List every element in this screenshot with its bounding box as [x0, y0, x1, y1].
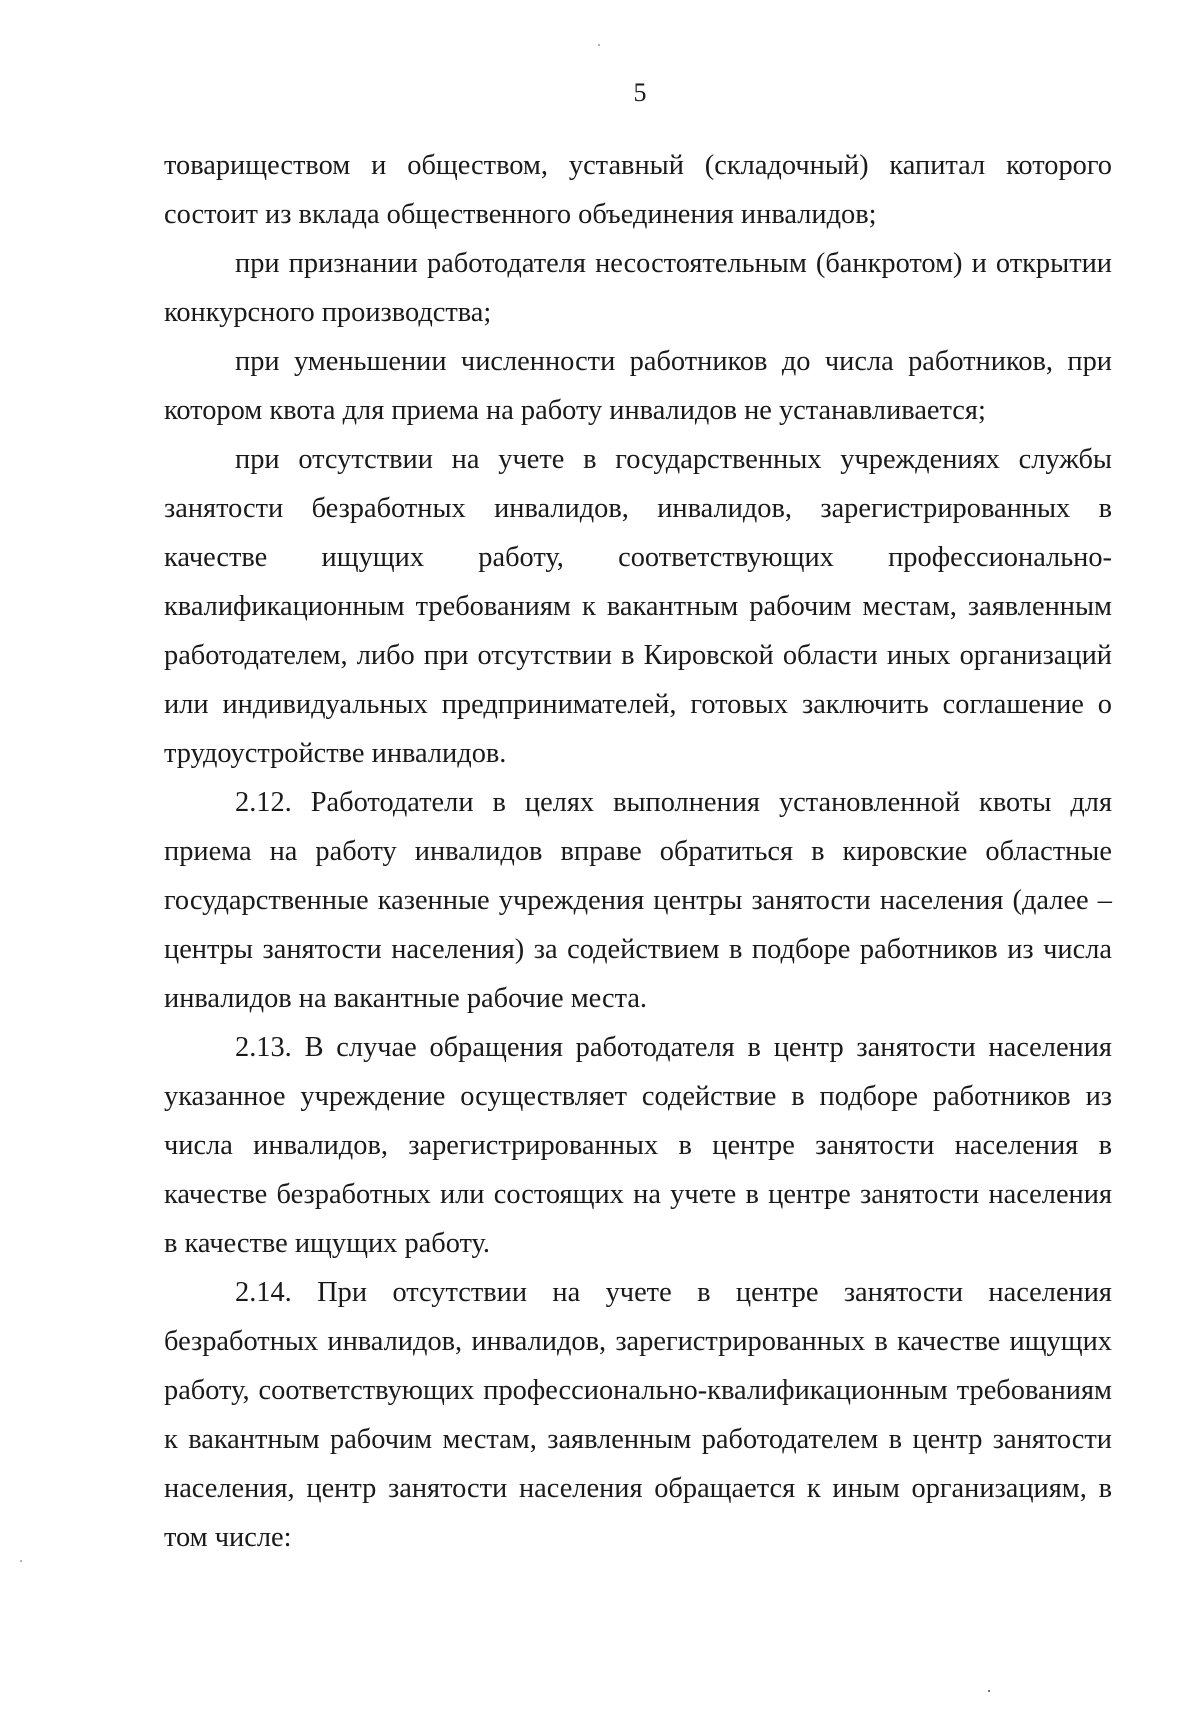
scan-speck: [20, 1560, 22, 1562]
document-body: [164, 141, 1112, 1562]
paragraph-no-registered: при отсутствии на учете в государственных учреждениях службы занятости безработных инвалидов, инвалидов, зарегистрированных в качестве ищущих работу, соответствующих профессионально-квалификационным требованиям к вакантным рабочим местам, заявленным работодателем, либо при отсутствии в Кировской области иных организаций или индивидуальных предпринимателей, готовых заключить соглашение о трудоустройстве инвалидов.: [164, 444, 1112, 769]
paragraph-2-14: 2.14. При отсутствии на учете в центре занятости населения безработных инвалидов, инвалидов, зарегистрированных в качестве ищущих работу, соответствующих профессионально-квалификационным требованиям к вакантным рабочим местам, заявленным работодателем в центр занятости населения, центр занятости населения обращается к иным организациям, в том числе:: [164, 1277, 1112, 1553]
paragraph-2-12: 2.12. Работодатели в целях выполнения установленной квоты для приема на работу инвалидов вправе обратиться в кировские областные государственные казенные учреждения центры занятости населения (далее – центры занятости населения) за содействием в подборе работников из числа инвалидов на вакантные рабочие места.: [164, 787, 1112, 1014]
scan-speck: [988, 1690, 990, 1692]
paragraph-headcount: при уменьшении численности работников до числа работников, при котором квота для приема на работу инвалидов не устанавливается;: [164, 346, 1112, 426]
paragraph-bankruptcy: при признании работодателя несостоятельным (банкротом) и открытии конкурсного производства;: [164, 248, 1112, 328]
scan-speck: [598, 44, 600, 46]
paragraph-2-13: 2.13. В случае обращения работодателя в центр занятости населения указанное учреждение осуществляет содействие в подборе работников из числа инвалидов, зарегистрированных в центре занятости населения в качестве безработных или состоящих на учете в центре занятости населения в качестве ищущих работу.: [164, 1032, 1112, 1259]
paragraph-continuation: товариществом и обществом, уставный (складочный) капитал которого состоит из вклада общественного объединения инвалидов;: [164, 150, 1112, 230]
page-number: 5: [633, 78, 647, 107]
